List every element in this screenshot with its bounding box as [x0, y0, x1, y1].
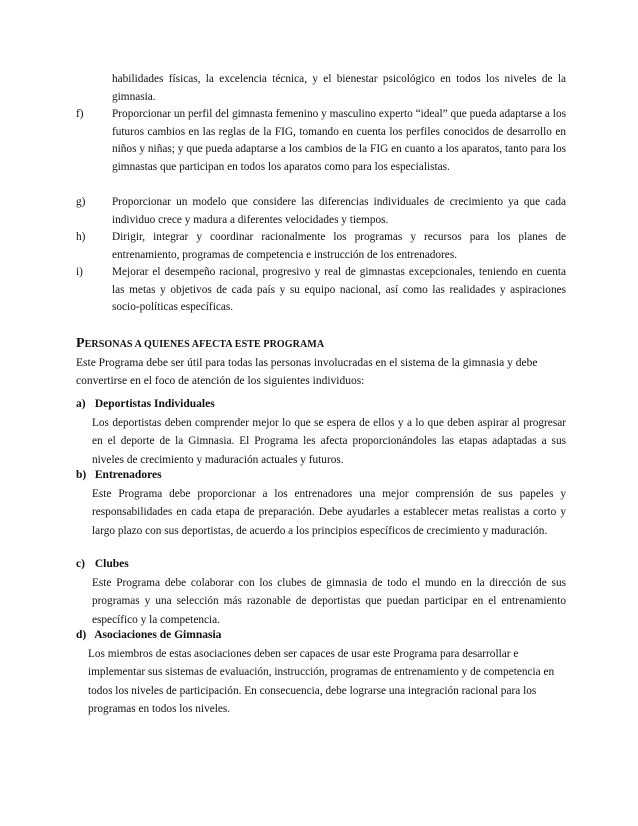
list-item-f	[76, 106, 566, 176]
section-heading	[76, 336, 566, 352]
list-item-text: Proporcionar un modelo que considere las diferencias individuales de crecimiento ya que cada individuo crece y madura a diferentes velocidades y tiempos.	[112, 196, 566, 226]
audience-athletes	[76, 396, 566, 469]
section-intro: Este Programa debe ser útil para todas las personas involucradas en el sistema de la gimnasia y debe convertirse en el foco de atención de los siguientes individuos:	[76, 357, 538, 387]
audience-heading	[76, 467, 566, 485]
audience-title: Clubes	[94, 558, 129, 570]
list-marker: h)	[76, 231, 86, 243]
list-marker: g)	[76, 196, 86, 208]
list-item-i	[76, 264, 566, 317]
audience-heading	[76, 556, 566, 574]
section-heading-initial: P	[76, 336, 85, 351]
list-item-h	[76, 229, 566, 264]
audience-text: Los miembros de estas asociaciones deben ser capaces de usar este Programa para desarrollar e implementar sus sistemas de evaluación, instrucción, programas de entrenamiento y de competencia en todos los niveles de participación. En consecuencia, debe lograrse una integración racional para los programas en todos los niveles.	[88, 647, 555, 716]
list-item-continuation	[76, 71, 566, 106]
audience-title: Entrenadores	[94, 469, 162, 481]
section-heading-rest: ERSONAS A QUIENES AFECTA ESTE PROGRAMA	[84, 339, 325, 350]
list-item-text: habilidades físicas, la excelencia técnica, y el bienestar psicológico en todos los niveles de la gimnasia.	[112, 73, 566, 103]
audience-letter: b)	[76, 469, 87, 481]
audience-clubs	[76, 556, 566, 629]
list-item-text: Dirigir, integrar y coordinar racionalmente los programas y recursos para los planes de entrenamiento, programas de competencia e instrucción de los entrenadores.	[112, 231, 566, 261]
audience-text: Este Programa debe proporcionar a los entrenadores una mejor comprensión de sus papeles y responsabilidades en cada etapa de preparación. Debe ayudarles a establecer metas realistas a corto y largo plazo con sus deportistas, de acuerdo a los principios específicos de crecimiento y maduración.	[92, 487, 566, 537]
audience-heading	[76, 396, 566, 414]
audience-text: Este Programa debe colaborar con los clubes de gimnasia de todo el mundo en la dirección de sus programas y una selección más razonable de deportistas que puedan participar en el entrenamiento específico y la competencia.	[92, 576, 566, 626]
audience-title: Asociaciones de Gimnasia	[94, 629, 222, 641]
audience-letter: c)	[76, 558, 85, 570]
list-item-text: Mejorar el desempeño racional, progresivo y real de gimnastas excepcionales, teniendo en cuenta las metas y objetivos de cada país y su equipo nacional, así como las realidades y aspiraciones socio-políticas específicas.	[112, 266, 566, 314]
list-item-g	[76, 194, 566, 229]
audience-associations	[76, 627, 566, 719]
list-marker: f)	[76, 108, 84, 120]
audience-heading	[76, 627, 566, 645]
list-item-text: Proporcionar un perfil del gimnasta femenino y masculino experto “ideal” que pueda adaptarse a los futuros cambios en las reglas de la FIG, tomando en cuenta los perfiles conocidos de desarrollo en niños y niñas; y que pueda adaptarse a los cambios de la FIG en cuanto a los aparatos, tanto para los gimnastas que participan en todos los aparatos como para los especialistas.	[112, 108, 566, 173]
audience-coaches	[76, 467, 566, 540]
audience-letter: d)	[76, 629, 87, 641]
audience-letter: a)	[76, 398, 86, 410]
list-marker: i)	[76, 266, 83, 278]
audience-text: Los deportistas deben comprender mejor lo que se espera de ellos y a lo que deben aspirar al progresar en el deporte de la Gimnasia. El Programa les afecta proporcionándoles las etapas adaptadas a sus niveles de crecimiento y maduración actuales y futuros.	[92, 416, 566, 466]
audience-title: Deportistas Individuales	[94, 398, 215, 410]
